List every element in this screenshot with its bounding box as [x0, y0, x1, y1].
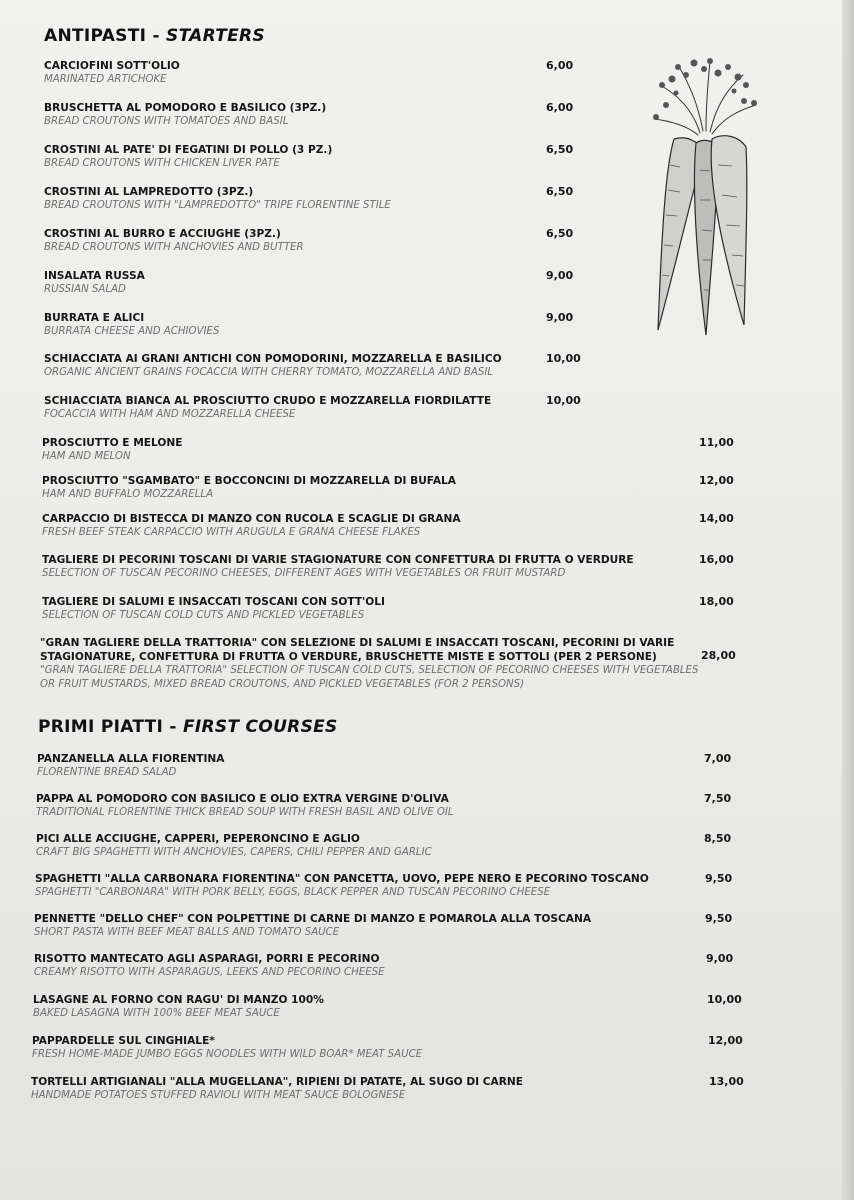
item-description: SELECTION OF TUSCAN PECORINO CHEESES, DIFFERENT AGES WITH VEGETABLES OR FRUIT MUSTARD	[42, 568, 566, 579]
item-description: "GRAN TAGLIERE DELLA TRATTORIA" SELECTION OF TUSCAN COLD CUTS, SELECTION OF PECORINO CHEESES WITH VEGETABLES OR FRUIT MUSTARDS, MIXED BREAD CROUTONS, AND PICKLED VEGETABLES (FOR 2 PERSONS)	[40, 665, 699, 690]
item-name: PAPPA AL POMODORO CON BASILICO E OLIO EXTRA VERGINE D'OLIVA	[36, 793, 449, 805]
item-name: TAGLIERE DI SALUMI E INSACCATI TOSCANI CON SOTT'OLI	[42, 596, 385, 608]
item-name: PENNETTE "DELLO CHEF" CON POLPETTINE DI CARNE DI MANZO E POMAROLA ALLA TOSCANA	[34, 913, 592, 925]
primi-title-en: FIRST COURSES	[182, 717, 338, 737]
item-name: CROSTINI AL PATE' DI FEGATINI DI POLLO (3 PZ.)	[44, 144, 333, 156]
item-description: HAM AND BUFFALO MOZZARELLA	[42, 489, 214, 500]
item-price: 16,00	[699, 553, 734, 566]
item-description: ORGANIC ANCIENT GRAINS FOCACCIA WITH CHERRY TOMATO, MOZZARELLA AND BASIL	[44, 367, 494, 378]
item-price: 7,00	[704, 752, 732, 765]
item-price: 10,00	[707, 993, 742, 1006]
item-description: HANDMADE POTATOES STUFFED RAVIOLI WITH MEAT SAUCE BOLOGNESE	[31, 1090, 406, 1101]
item-price: 6,00	[546, 59, 574, 72]
item-price: 9,00	[546, 311, 574, 324]
item-name: CARPACCIO DI BISTECCA DI MANZO CON RUCOLA E SCAGLIE DI GRANA	[42, 513, 461, 525]
primi-title-it: PRIMI PIATTI -	[38, 717, 183, 737]
item-price: 9,50	[705, 872, 733, 885]
item-name: INSALATA RUSSA	[44, 270, 145, 282]
carrot-illustration	[648, 55, 760, 340]
item-name: BURRATA E ALICI	[44, 312, 145, 324]
item-description: BREAD CROUTONS WITH "LAMPREDOTTO" TRIPE FLORENTINE STILE	[44, 200, 391, 211]
item-description: CREAMY RISOTTO WITH ASPARAGUS, LEEKS AND PECORINO CHEESE	[34, 967, 385, 978]
item-description: BREAD CROUTONS WITH TOMATOES AND BASIL	[44, 116, 289, 127]
item-name: SPAGHETTI "ALLA CARBONARA FIORENTINA" CON PANCETTA, UOVO, PEPE NERO E PECORINO TOSCANO	[35, 873, 649, 885]
item-description: BREAD CROUTONS WITH ANCHOVIES AND BUTTER	[44, 242, 304, 253]
item-name: PAPPARDELLE SUL CINGHIALE*	[32, 1035, 215, 1047]
item-name: TAGLIERE DI PECORINI TOSCANI DI VARIE STAGIONATURE CON CONFETTURA DI FRUTTA O VERDURE	[42, 554, 634, 566]
antipasti-title-it: ANTIPASTI -	[44, 26, 167, 46]
item-description: BREAD CROUTONS WITH CHICKEN LIVER PATE	[44, 158, 280, 169]
item-name: TORTELLI ARTIGIANALI "ALLA MUGELLANA", RIPIENI DI PATATE, AL SUGO DI CARNE	[31, 1076, 524, 1088]
item-name: RISOTTO MANTECATO AGLI ASPARAGI, PORRI E PECORINO	[34, 953, 380, 965]
item-description: TRADITIONAL FLORENTINE THICK BREAD SOUP WITH FRESH BASIL AND OLIVE OIL	[36, 807, 454, 818]
item-price: 9,00	[546, 269, 574, 282]
item-description: MARINATED ARTICHOKE	[44, 74, 167, 85]
item-price: 14,00	[699, 512, 734, 525]
item-name: PROSCIUTTO E MELONE	[42, 437, 183, 449]
item-description: CRAFT BIG SPAGHETTI WITH ANCHOVIES, CAPERS, CHILI PEPPER AND GARLIC	[36, 847, 432, 858]
item-name: SCHIACCIATA BIANCA AL PROSCIUTTO CRUDO E MOZZARELLA FIORDILATTE	[44, 395, 492, 407]
item-price: 10,00	[546, 394, 581, 407]
item-price: 9,00	[706, 952, 734, 965]
item-price: 10,00	[546, 352, 581, 365]
item-name: SCHIACCIATA AI GRANI ANTICHI CON POMODORINI, MOZZARELLA E BASILICO	[44, 353, 502, 365]
item-name: BRUSCHETTA AL POMODORO E BASILICO (3PZ.)	[44, 102, 327, 114]
item-description: RUSSIAN SALAD	[44, 284, 126, 295]
antipasti-title-en: STARTERS	[166, 26, 265, 46]
item-description: FOCACCIA WITH HAM AND MOZZARELLA CHEESE	[44, 409, 296, 420]
item-price: 7,50	[704, 792, 732, 805]
item-description: SPAGHETTI "CARBONARA" WITH PORK BELLY, EGGS, BLACK PEPPER AND TUSCAN PECORINO CHEESE	[35, 887, 551, 898]
item-price: 18,00	[699, 595, 734, 608]
item-price: 6,50	[546, 185, 574, 198]
item-price: 9,50	[705, 912, 733, 925]
item-name: "GRAN TAGLIERE DELLA TRATTORIA" CON SELEZIONE DI SALUMI E INSACCATI TOSCANI, PECORINI DI VARIE STAGIONATURE, CONFETTURA DI FRUTTA O VERDURE, BRUSCHETTE MISTE E SOTTOLI (PER 2 PERSONE)	[40, 637, 675, 663]
item-price: 11,00	[699, 436, 734, 449]
item-description: SELECTION OF TUSCAN COLD CUTS AND PICKLED VEGETABLES	[42, 610, 365, 621]
item-name: LASAGNE AL FORNO CON RAGU' DI MANZO 100%	[33, 994, 324, 1006]
item-description: FLORENTINE BREAD SALAD	[37, 767, 177, 778]
item-name: PICI ALLE ACCIUGHE, CAPPERI, PEPERONCINO E AGLIO	[36, 833, 360, 845]
item-name: CROSTINI AL BURRO E ACCIUGHE (3PZ.)	[44, 228, 281, 240]
item-description: SHORT PASTA WITH BEEF MEAT BALLS AND TOMATO SAUCE	[34, 927, 340, 938]
item-name: CARCIOFINI SOTT'OLIO	[44, 60, 180, 72]
item-name: CROSTINI AL LAMPREDOTTO (3PZ.)	[44, 186, 254, 198]
item-description: BURRATA CHEESE AND ACHIOVIES	[44, 326, 220, 337]
item-description: HAM AND MELON	[42, 451, 131, 462]
item-description: FRESH BEEF STEAK CARPACCIO WITH ARUGULA E GRANA CHEESE FLAKES	[42, 527, 421, 538]
item-price: 6,50	[546, 143, 574, 156]
primi-title	[38, 717, 338, 737]
item-price: 12,00	[699, 474, 734, 487]
item-description: FRESH HOME-MADE JUMBO EGGS NOODLES WITH WILD BOAR* MEAT SAUCE	[32, 1049, 423, 1060]
item-price: 12,00	[708, 1034, 743, 1047]
item-price: 6,50	[546, 227, 574, 240]
item-description: BAKED LASAGNA WITH 100% BEEF MEAT SAUCE	[33, 1008, 280, 1019]
antipasti-title	[44, 26, 265, 46]
page-edge	[842, 0, 854, 1200]
item-name: PROSCIUTTO "SGAMBATO" E BOCCONCINI DI MOZZARELLA DI BUFALA	[42, 475, 456, 487]
item-price: 13,00	[709, 1075, 744, 1088]
item-price: 28,00	[701, 649, 736, 662]
item-price: 6,00	[546, 101, 574, 114]
item-price: 8,50	[704, 832, 732, 845]
item-name: PANZANELLA ALLA FIORENTINA	[37, 753, 225, 765]
